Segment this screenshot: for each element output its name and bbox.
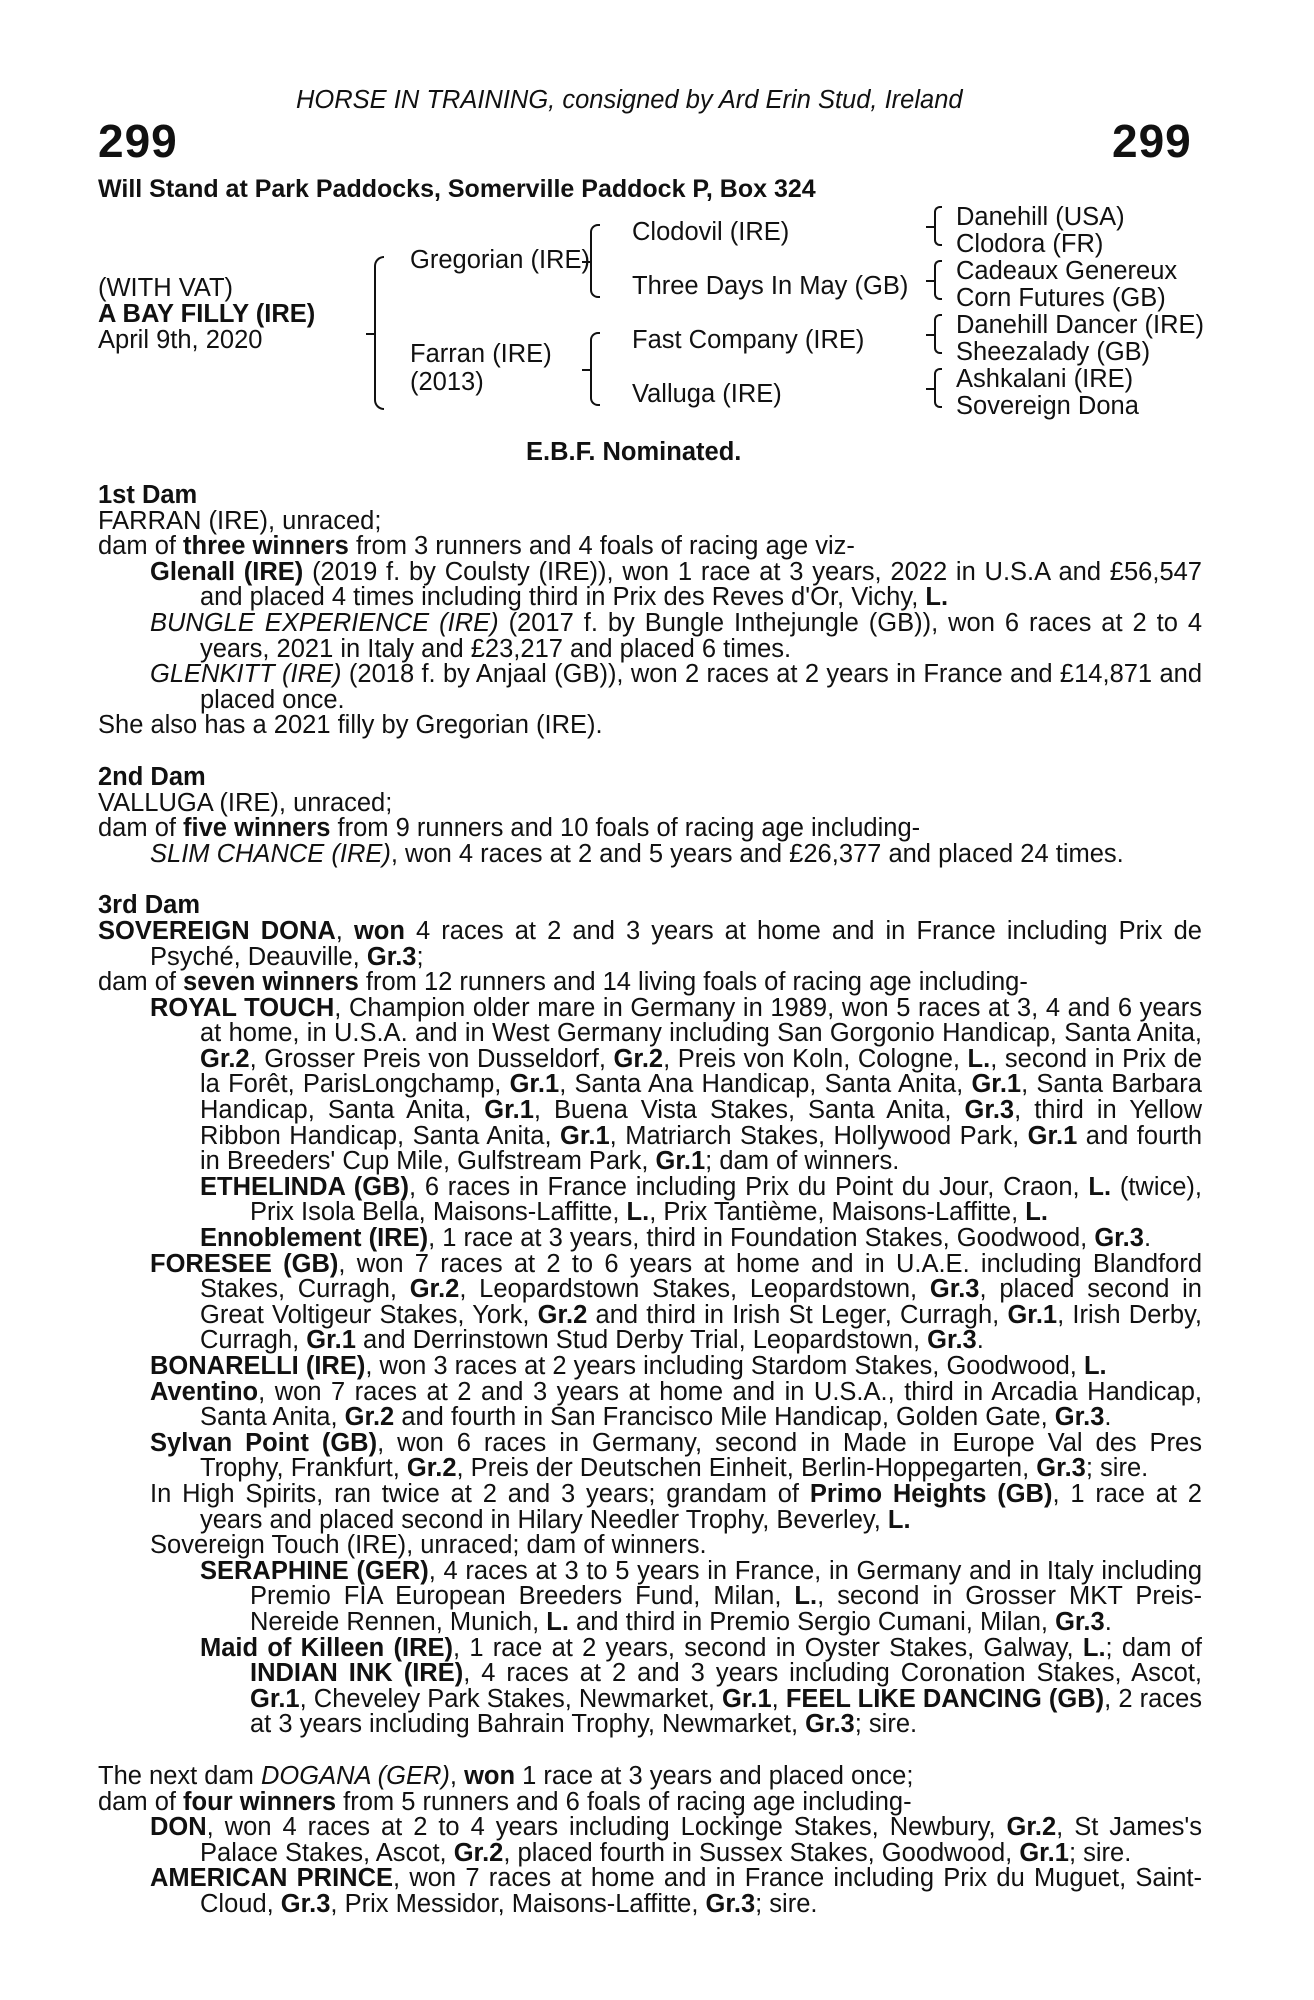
pedigree-brace-3b bbox=[934, 260, 942, 300]
progeny-don: DON, won 4 races at 2 to 4 years including Lockinge Stakes, Newbury, Gr.2, St James's Palace Stakes, Ascot, Gr.2, placed fourth in Sussex Stakes, Goodwood, Gr.1; sire. bbox=[150, 1813, 1202, 1867]
dam1-line1: FARRAN (IRE), unraced; bbox=[98, 506, 382, 535]
pedigree-sire: Gregorian (IRE) bbox=[410, 246, 590, 274]
horse-dob: April 9th, 2020 bbox=[98, 326, 263, 354]
progeny-maid-of-killeen: Maid of Killeen (IRE), 1 race at 2 years, second in Oyster Stakes, Galway, L.; dam of INDIAN INK (IRE), 4 races at 2 and 3 years including Coronation Stakes, Ascot, Gr.1, Cheveley Park Stakes, Newmarket, Gr.1, FEEL LIKE DANCING (GB), 2 races at 3 years including Bahrain Trophy, Newmarket, Gr.3; sire. bbox=[200, 1633, 1202, 1739]
pedigree-sss: Danehill (USA) bbox=[956, 203, 1125, 231]
pedigree-brace-3a bbox=[934, 206, 942, 246]
progeny-slim: SLIM CHANCE (IRE), won 4 races at 2 and 5 years and £26,377 and placed 24 times. bbox=[150, 839, 1124, 868]
progeny-ennoblement: Ennoblement (IRE), 1 race at 3 years, third in Foundation Stakes, Goodwood, Gr.3. bbox=[200, 1224, 1152, 1253]
dam3-sovereign: SOVEREIGN DONA, won 4 races at 2 and 3 years at home and in France including Prix de Psyché, Deauville, Gr.3; bbox=[98, 916, 1202, 971]
progeny-sovereign-touch: Sovereign Touch (IRE), unraced; dam of winners. bbox=[150, 1531, 707, 1560]
dam3-line2: dam of seven winners from 12 runners and 14 living foals of racing age including- bbox=[98, 968, 1028, 997]
pedigree-brace-3d bbox=[934, 368, 942, 408]
pedigree-dam-dam: Valluga (IRE) bbox=[632, 380, 782, 408]
dam3-heading: 3rd Dam bbox=[98, 891, 201, 920]
pedigree-dsd: Sheezalady (GB) bbox=[956, 338, 1151, 366]
pedigree-body bbox=[98, 483, 1202, 1917]
progeny-bungle: BUNGLE EXPERIENCE (IRE) (2017 f. by Bungle Inthejungle (GB)), won 6 races at 2 to 4 years, 2021 in Italy and £23,217 and placed 6 times. bbox=[150, 608, 1202, 663]
progeny-aventino: Aventino, won 7 races at 2 and 3 years at home and in U.S.A., third in Arcadia Handicap, Santa Anita, Gr.2 and fourth in San Francisco Mile Handicap, Golden Gate, Gr.3. bbox=[150, 1377, 1202, 1432]
pedigree-sdd: Corn Futures (GB) bbox=[956, 284, 1166, 312]
progeny-seraphine: SERAPHINE (GER), 4 races at 3 to 5 years in France, in Germany and in Italy including Premio FIA European Breeders Fund, Milan, L., second in Grosser MKT Preis-Nereide Rennen, Munich, L. and third in Premio Sergio Cumani, Milan, Gr.3. bbox=[200, 1556, 1203, 1636]
next-dam-line2: dam of four winners from 5 runners and 6 foals of racing age including- bbox=[98, 1787, 912, 1816]
pedigree-dam-sire: Fast Company (IRE) bbox=[632, 326, 865, 354]
next-dam-line1: The next dam DOGANA (GER), won 1 race at 3 years and placed once; bbox=[98, 1761, 914, 1790]
vat-label: (WITH VAT) bbox=[98, 274, 234, 302]
pedigree-sire-dam: Three Days In May (GB) bbox=[632, 272, 909, 300]
progeny-sylvan-point: Sylvan Point (GB), won 6 races in Germany, second in Made in Europe Val des Pres Trophy, Frankfurt, Gr.2, Preis der Deutschen Einheit, Berlin-Hoppegarten, Gr.3; sire. bbox=[150, 1428, 1202, 1483]
dam2-line2: dam of five winners from 9 runners and 10 foals of racing age including- bbox=[98, 814, 921, 843]
ebf-nominated: E.B.F. Nominated. bbox=[526, 438, 742, 466]
horse-name: A BAY FILLY (IRE) bbox=[98, 300, 316, 328]
pedigree-brace-1 bbox=[374, 256, 384, 410]
lot-number-right: 299 bbox=[1112, 115, 1192, 167]
pedigree-brace-3c bbox=[934, 314, 942, 354]
pedigree-ddd: Sovereign Dona bbox=[956, 392, 1139, 420]
pedigree-ssd: Clodora (FR) bbox=[956, 230, 1104, 258]
stand-location: Will Stand at Park Paddocks, Somerville Paddock P, Box 324 bbox=[98, 175, 816, 203]
pedigree-dds: Ashkalani (IRE) bbox=[956, 365, 1134, 393]
dam1-also: She also has a 2021 filly by Gregorian (IRE). bbox=[98, 711, 603, 740]
page-title: HORSE IN TRAINING, consigned by Ard Erin Stud, Ireland bbox=[296, 86, 963, 114]
dam1-line2: dam of three winners from 3 runners and 4 foals of racing age viz- bbox=[98, 532, 855, 561]
dam2-line1: VALLUGA (IRE), unraced; bbox=[98, 788, 393, 817]
dam1-heading: 1st Dam bbox=[98, 481, 198, 509]
pedigree-dam: Farran (IRE) bbox=[410, 340, 552, 368]
pedigree-brace-2b bbox=[590, 332, 600, 406]
progeny-bonarelli: BONARELLI (IRE), won 3 races at 2 years including Stardom Stakes, Goodwood, L. bbox=[150, 1352, 1107, 1380]
progeny-foresee: FORESEE (GB), won 7 races at 2 to 6 years at home and in U.A.E. including Blandford Stakes, Curragh, Gr.2, Leopardstown Stakes, Leopardstown, Gr.3, placed second in Great Voltigeur Stakes, York, Gr.2 and third in Irish St Leger, Curragh, Gr.1, Irish Derby, Curragh, Gr.1 and Derrinstown Stud Derby Trial, Leopardstown, Gr.3. bbox=[150, 1249, 1203, 1355]
lot-number-left: 299 bbox=[98, 115, 178, 167]
progeny-american-prince: AMERICAN PRINCE, won 7 races at home and in France including Prix du Muguet, Saint-Cloud, Gr.3, Prix Messidor, Maisons-Laffitte, Gr.3; sire. bbox=[150, 1864, 1203, 1918]
progeny-in-high-spirits: In High Spirits, ran twice at 2 and 3 years; grandam of Primo Heights (GB), 1 race at 2 years and placed second in Hilary Needler Trophy, Beverley, L. bbox=[150, 1479, 1202, 1534]
pedigree-dam-year: (2013) bbox=[410, 368, 484, 396]
progeny-glenall: Glenall (IRE) (2019 f. by Coulsty (IRE)), won 1 race at 3 years, 2022 in U.S.A and £56,547 and placed 4 times including third in Prix des Reves d'Or, Vichy, L. bbox=[150, 557, 1202, 612]
dam2-heading: 2nd Dam bbox=[98, 762, 206, 791]
progeny-ethelinda: ETHELINDA (GB), 6 races in France including Prix du Point du Jour, Craon, L. (twice), Prix Isola Bella, Maisons-Laffitte, L., Prix Tantième, Maisons-Laffitte, L. bbox=[200, 1172, 1203, 1227]
progeny-glenkitt: GLENKITT (IRE) (2018 f. by Anjaal (GB)), won 2 races at 2 years in France and £14,871 and placed once. bbox=[150, 660, 1203, 714]
pedigree-dss: Danehill Dancer (IRE) bbox=[956, 311, 1205, 339]
progeny-royal-touch: ROYAL TOUCH, Champion older mare in Germany in 1989, won 5 races at 3, 4 and 6 years at home, in U.S.A. and in West Germany including San Gorgonio Handicap, Santa Anita, Gr.2, Grosser Preis von Dusseldorf, Gr.2, Preis von Koln, Cologne, L., second in Prix de la Forêt, ParisLongchamp, Gr.1, Santa Ana Handicap, Santa Anita, Gr.1, Santa Barbara Handicap, Santa Anita, Gr.1, Buena Vista Stakes, Santa Anita, Gr.3, third in Yellow Ribbon Handicap, Santa Anita, Gr.1, Matriarch Stakes, Hollywood Park, Gr.1 and fourth in Breeders' Cup Mile, Gulfstream Park, Gr.1; dam of winners. bbox=[150, 993, 1203, 1176]
pedigree-sire-sire: Clodovil (IRE) bbox=[632, 218, 790, 246]
pedigree-sds: Cadeaux Genereux bbox=[956, 257, 1178, 285]
pedigree-brace-2a bbox=[590, 224, 600, 298]
